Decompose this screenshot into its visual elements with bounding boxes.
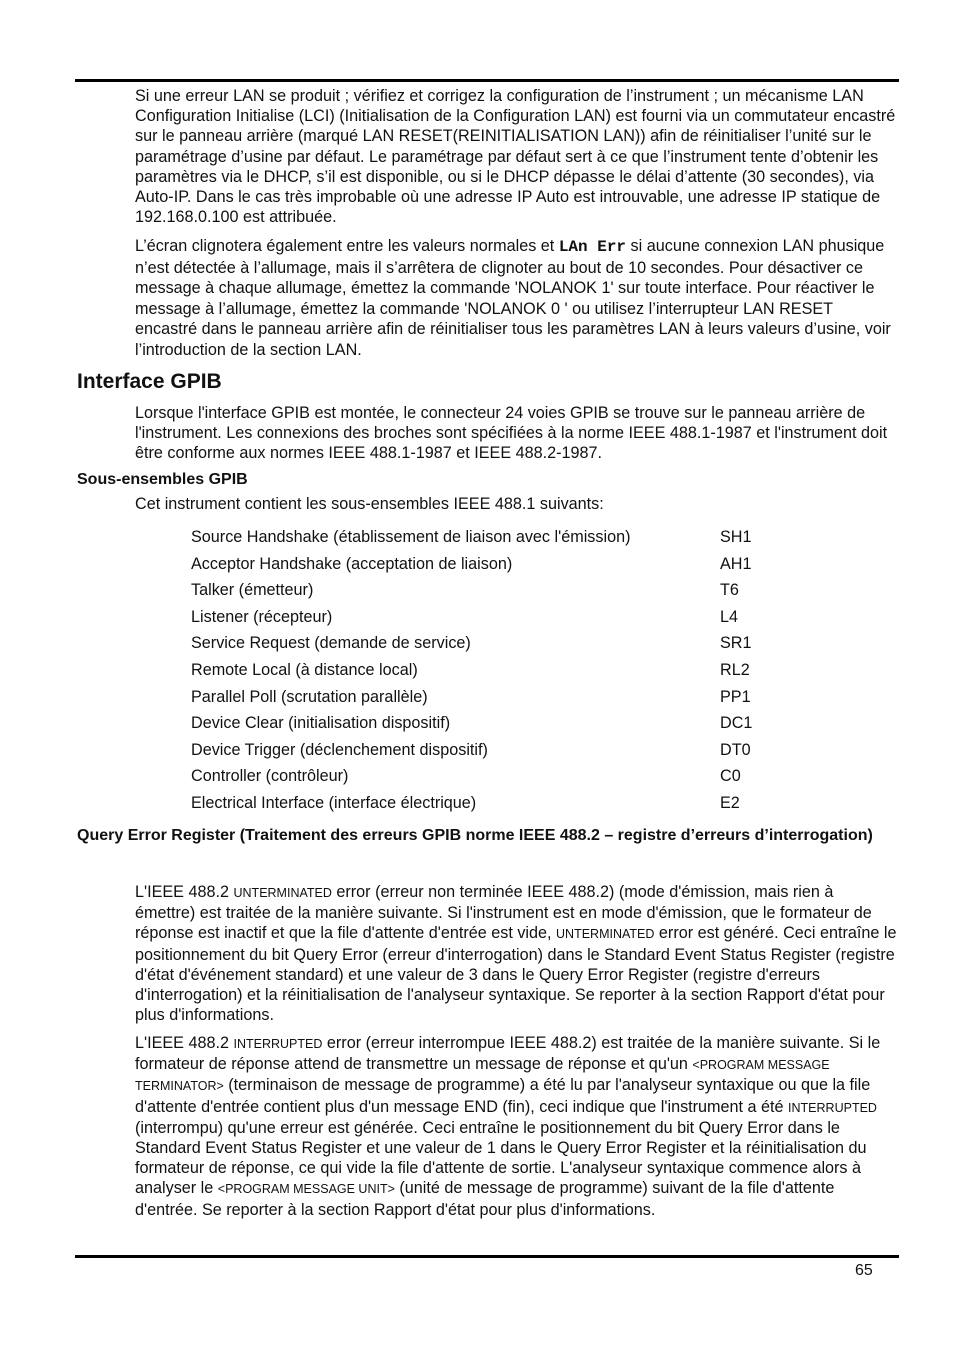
subset-name: Source Handshake (établissement de liaison avec l'émission) bbox=[191, 528, 631, 546]
text-run: L'IEEE 488.2 bbox=[135, 1034, 234, 1052]
small-caps-term: UNTERMINATED bbox=[556, 927, 655, 942]
subset-row bbox=[191, 710, 791, 737]
subsets-table bbox=[191, 524, 791, 817]
lan-flash-text-before: L’écran clignotera également entre les valeurs normales et bbox=[135, 237, 559, 255]
query-error-heading: Query Error Register (Traitement des erreurs GPIB norme IEEE 488.2 – registre d’erreurs d’interrogation) bbox=[77, 827, 873, 844]
subsets-heading: Sous-ensembles GPIB bbox=[77, 471, 248, 488]
subsets-intro-paragraph bbox=[135, 494, 897, 514]
subset-row bbox=[191, 684, 791, 711]
text-run: (unité de message de programme) suivant de la file d'attente d'entrée. Se reporter à la section Rapport d'état pour plus d'informations. bbox=[135, 1179, 835, 1219]
top-rule bbox=[75, 79, 899, 82]
lan-error-paragraph bbox=[135, 86, 897, 227]
subset-row bbox=[191, 577, 791, 604]
subset-row bbox=[191, 630, 791, 657]
subset-row bbox=[191, 737, 791, 764]
gpib-intro-text: Lorsque l'interface GPIB est montée, le connecteur 24 voies GPIB se trouve sur le panneau arrière de l'instrument. Les connexions des broches sont spécifiées à la norme IEEE 488.1-1987 et l'instrument doit être conforme aux normes IEEE 488.1-1987 et IEEE 488.2-1987. bbox=[135, 404, 888, 463]
subset-name: Talker (émetteur) bbox=[191, 581, 314, 600]
bottom-rule bbox=[75, 1255, 899, 1258]
subset-code: DT0 bbox=[720, 740, 751, 759]
subset-row bbox=[191, 524, 791, 551]
subset-row bbox=[191, 790, 791, 817]
subset-name: Service Request (demande de service) bbox=[191, 634, 471, 653]
subset-name: Controller (contrôleur) bbox=[191, 767, 349, 786]
section-heading-gpib: Interface GPIB bbox=[77, 370, 222, 393]
subset-code: DC1 bbox=[720, 714, 753, 733]
subset-code: L4 bbox=[720, 607, 739, 626]
lan-flash-paragraph bbox=[135, 236, 897, 360]
subset-name: Device Clear (initialisation dispositif) bbox=[191, 714, 451, 733]
subset-code: AH1 bbox=[720, 554, 752, 573]
subset-name: Electrical Interface (interface électrique) bbox=[191, 793, 477, 812]
small-caps-term: UNTERMINATED bbox=[233, 886, 332, 900]
subset-row bbox=[191, 657, 791, 684]
subset-name: Acceptor Handshake (acceptation de liaison) bbox=[191, 554, 513, 573]
small-caps-term: <PROGRAM MESSAGE TERMINATOR> bbox=[135, 1058, 830, 1094]
subset-row bbox=[191, 604, 791, 631]
subset-code: PP1 bbox=[720, 687, 751, 706]
subset-code: RL2 bbox=[720, 660, 750, 679]
unterminated-text bbox=[135, 882, 897, 1025]
page-number: 65 bbox=[855, 1262, 873, 1279]
small-caps-term: INTERRUPTED bbox=[233, 1037, 323, 1051]
small-caps-term: INTERRUPTED bbox=[788, 1100, 877, 1115]
subset-name: Remote Local (à distance local) bbox=[191, 660, 418, 679]
small-caps-term: <PROGRAM MESSAGE UNIT> bbox=[217, 1182, 395, 1197]
text-run: error est généré. Ceci entraîne le positionnement du bit Query Error (erreur d'interrogation) dans le Standard Event Status Register (registre d'état d'événement standard) et une valeur de 3 dans le Query Error Register (registre d'erreurs d'interrogation) et la réinitialisation de l'analyseur syntaxique. Se reporter à la section Rapport d'état pour plus d'informations. bbox=[135, 924, 897, 1025]
subset-code: C0 bbox=[720, 767, 741, 786]
text-run: (terminaison de message de programme) a été lu par l'analyseur syntaxique ou que la file d'attente d'entrée contient plus d'un message END (fin), ceci indique que l'instrument a été bbox=[135, 1076, 871, 1116]
subset-code: SR1 bbox=[720, 634, 752, 653]
lan-err-code: LAn Err bbox=[558, 238, 627, 256]
lan-error-text: Si une erreur LAN se produit ; vérifiez et corrigez la configuration de l’instrument ; un mécanisme LAN Configuration Initialise (LCI) (Initialisation de la Configuration LAN) est fourni via un commutateur encastré sur le panneau arrière (marqué LAN RESET(REINITIALISATION LAN)) afin de réinitialiser l’unité sur le paramétrage d’usine par défaut. Le paramétrage par défaut sert à ce que l’instrument tente d’obtenir les paramètres via le DHCP, s’il est disponible, ou si le DHCP dépasse le délai d’attente (30 secondes), via Auto-IP. Dans le cas très improbable où une adresse IP Auto est introuvable, une adresse IP statique de 192.168.0.100 est attribuée. bbox=[135, 87, 896, 227]
unterminated-paragraph bbox=[135, 882, 897, 1025]
subset-name: Device Trigger (déclenchement dispositif) bbox=[191, 740, 488, 759]
lan-flash-text-after: si aucune connexion LAN phusique n’est détectée à l’allumage, mais il s’arrêtera de clignoter au bout de 10 secondes. Pour désactiver ce message à chaque allumage, émettez la commande 'NOLANOK 1' sur toute interface. Pour réactiver le message à l’allumage, émettez la commande 'NOLANOK 0 ' ou utilisez l’interrupteur LAN RESET encastré dans le panneau arrière afin de réinitialiser tous les paramètres LAN à leurs valeurs d’usine, voir l’introduction de la section LAN. bbox=[135, 237, 891, 359]
lan-flash-text bbox=[135, 236, 897, 360]
subset-code: T6 bbox=[720, 581, 739, 600]
subset-row bbox=[191, 763, 791, 790]
text-run: (interrompu) qu'une erreur est générée. Ceci entraîne le positionnement du bit Query Error dans le Standard Event Status Register et une valeur de 1 dans le Query Error Register et la réinitialisation du formateur de réponse, ce qui vide la file d'attente de sortie. L'analyseur syntaxique commence alors à analyser le bbox=[135, 1118, 867, 1198]
subset-name: Listener (récepteur) bbox=[191, 607, 333, 626]
gpib-intro-paragraph bbox=[135, 403, 897, 464]
text-run: L'IEEE 488.2 bbox=[135, 883, 234, 901]
subset-code: E2 bbox=[720, 793, 740, 812]
interrupted-paragraph bbox=[135, 1033, 897, 1220]
interrupted-text bbox=[135, 1033, 897, 1220]
subsets-intro-text: Cet instrument contient les sous-ensembles IEEE 488.1 suivants: bbox=[135, 495, 604, 513]
text-run: error (erreur interrompue IEEE 488.2) est traitée de la manière suivante. Si le formateur de réponse attend de transmettre un message de réponse et qu'un bbox=[135, 1034, 881, 1074]
subset-name: Parallel Poll (scrutation parallèle) bbox=[191, 687, 428, 706]
subset-row bbox=[191, 551, 791, 578]
subset-code: SH1 bbox=[720, 528, 752, 546]
text-run: error (erreur non terminée IEEE 488.2) (mode d'émission, mais rien à émettre) est traitée de la manière suivante. Si l'instrument est en mode d'émission, que le formateur de réponse est inactif et que la file d'attente d'entrée est vide, bbox=[135, 883, 872, 943]
